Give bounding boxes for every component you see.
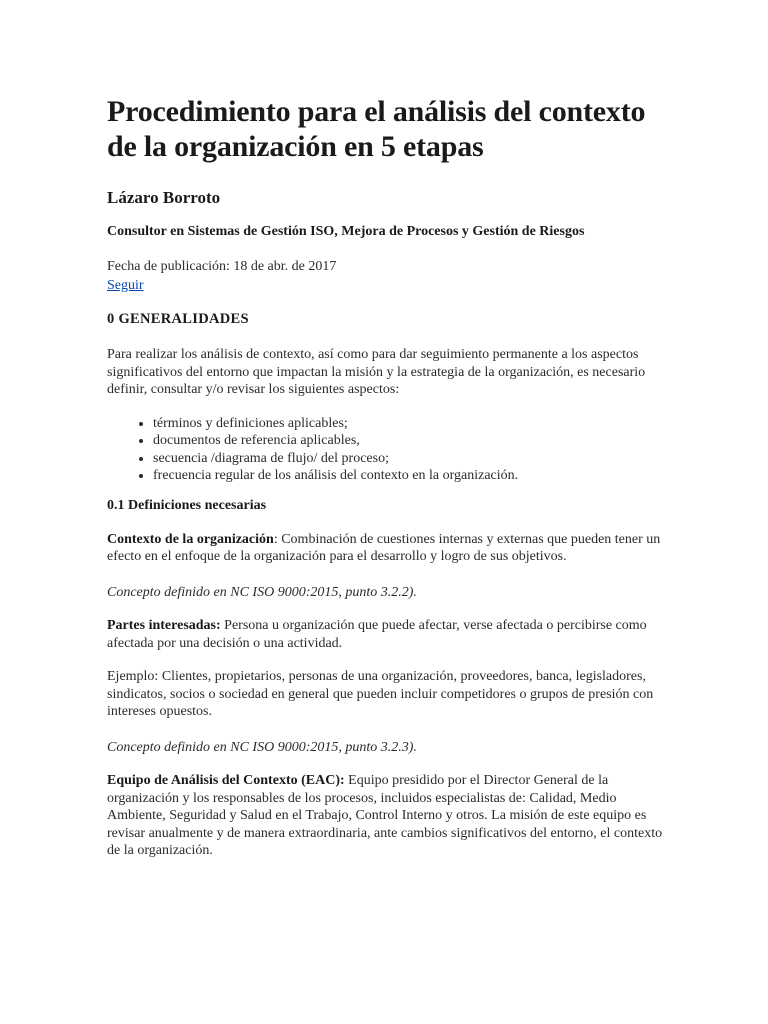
reference-note: Concepto definido en NC ISO 9000:2015, punto 3.2.2).: [107, 584, 417, 600]
section-heading-generalidades: 0 GENERALIDADES: [107, 311, 249, 327]
article-title: Procedimiento para el análisis del contexto de la organización en 5 etapas: [107, 95, 646, 163]
intro-paragraph: Para realizar los análisis de contexto, así como para dar seguimiento permanente a los aspectos significativos del entorno que impactan la misión y la estrategia de la organización, es necesario definir, consultar y/o revisar los siguientes aspectos:: [107, 347, 646, 397]
definition-term: Partes interesadas:: [107, 618, 221, 633]
definition-eac: [107, 772, 667, 860]
definition-contexto: [107, 531, 667, 566]
definition-term: Contexto de la organización: [107, 531, 274, 547]
example-paragraph: Ejemplo: Clientes, propietarios, personas de una organización, proveedores, banca, legisladores, sindicatos, socios o sociedad en general que pueden incluir competidores o grupos de presión con intereses opuestos.: [107, 669, 654, 719]
reference-note: Concepto definido en NC ISO 9000:2015, punto 3.2.3).: [107, 739, 417, 755]
definition-text: : Combinación de cuestiones internas y externas que pueden tener un efecto en el enfoque de la organización para el desarrollo y logro de sus objetivos.: [107, 531, 661, 564]
section-heading-definiciones: 0.1 Definiciones necesarias: [107, 497, 267, 513]
list-item: • términos y definiciones aplicables;: [153, 415, 667, 433]
definition-partes-interesadas: [107, 617, 667, 652]
list-item: • frecuencia regular de los análisis del contexto en la organización.: [153, 467, 667, 485]
definition-text: Equipo presidido por el Director General de la organización y los responsables de los procesos, incluidos especialistas de: Calidad, Medio Ambiente, Seguridad y Salud en el Trabajo, Control Interno y otros. La misión de este equipo es revisar anualmente y de manera extraordinaria, ante cambios significativos del entorno, el contexto de la organización.: [107, 773, 663, 858]
article: [107, 94, 667, 860]
publication-date: Fecha de publicación: 18 de abr. de 2017: [107, 259, 337, 274]
list-item: • secuencia /diagrama de flujo/ del proceso;: [153, 450, 667, 468]
follow-link[interactable]: Seguir: [107, 278, 144, 293]
aspects-list: [107, 415, 667, 485]
author-role: Consultor en Sistemas de Gestión ISO, Mejora de Procesos y Gestión de Riesgos: [107, 224, 585, 239]
list-item: • documentos de referencia aplicables,: [153, 432, 667, 450]
definition-text: Persona u organización que puede afectar, verse afectada o percibirse como afectada por una decisión o una actividad.: [107, 618, 647, 651]
definition-term: Equipo de Análisis del Contexto (EAC):: [107, 773, 345, 788]
author-name: Lázaro Borroto: [107, 188, 221, 207]
